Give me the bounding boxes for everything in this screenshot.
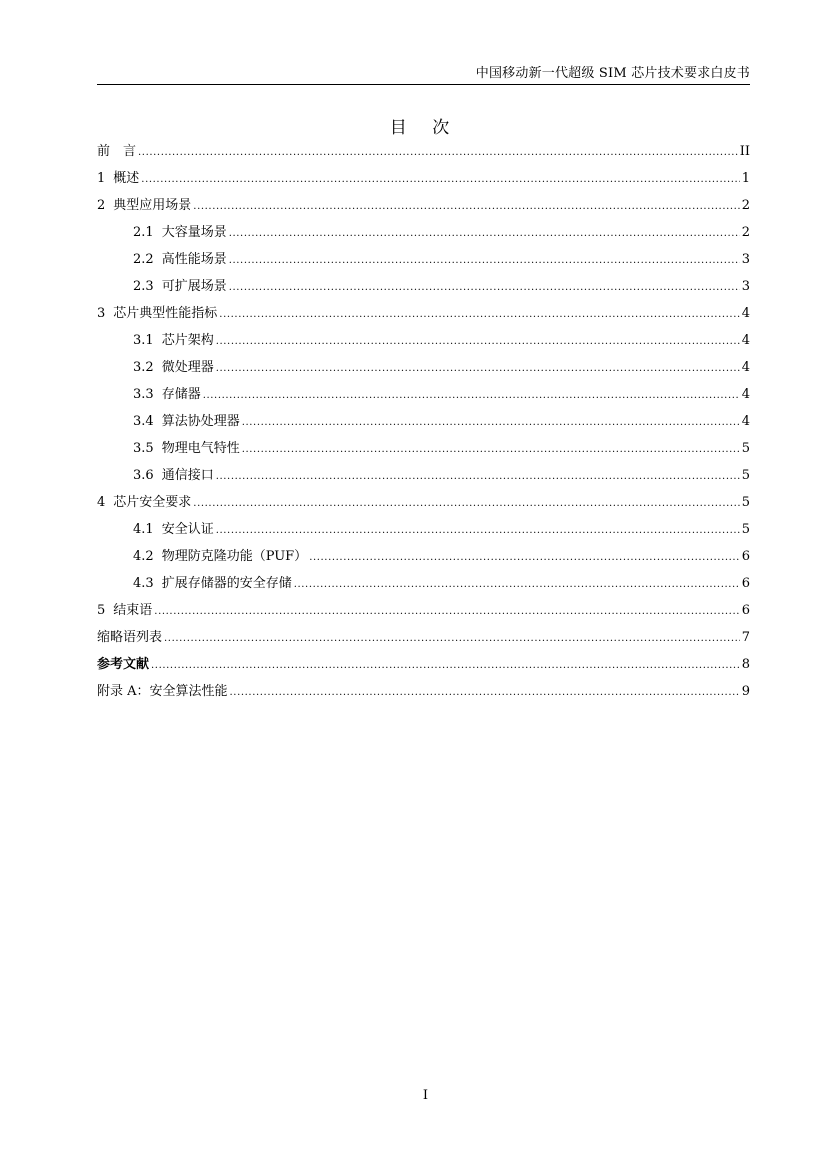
toc-entry[interactable] (97, 138, 750, 165)
toc-entry-label: 算法协处理器 (161, 414, 240, 429)
toc-entry[interactable] (97, 624, 750, 651)
toc-entry-page: 8 (741, 657, 750, 672)
toc-entry-page: 7 (741, 630, 750, 645)
toc-entry[interactable] (97, 273, 750, 300)
toc-entry-label: 大容量场景 (161, 225, 227, 240)
toc-entry-page: 4 (741, 387, 750, 402)
toc-entry-page: 4 (741, 360, 750, 375)
toc-entry-label: 缩略语列表 (97, 630, 163, 645)
toc-entry-page: 1 (741, 171, 750, 186)
toc-entry-number: 3.6 (133, 468, 154, 483)
toc-entry-page: 2 (741, 225, 750, 240)
toc-dot-leader (203, 382, 740, 409)
toc-dot-leader (216, 463, 740, 490)
toc-entry[interactable] (97, 165, 750, 192)
toc-entry-number: 5 (97, 603, 106, 618)
toc-entry[interactable] (97, 678, 750, 705)
toc-entry[interactable] (97, 489, 750, 516)
toc-entry-number: 1 (97, 171, 106, 186)
toc-entry-page: 4 (741, 306, 750, 321)
toc-dot-leader (242, 436, 740, 463)
toc-dot-leader (294, 571, 740, 598)
toc-dot-leader (216, 517, 740, 544)
toc-entry-page: 5 (741, 495, 750, 510)
toc-entry[interactable] (97, 435, 750, 462)
toc-dot-leader (164, 625, 740, 652)
toc-entry[interactable] (97, 192, 750, 219)
toc-entry-number: 4 (97, 495, 106, 510)
toc-entry-number: 3.1 (133, 333, 154, 348)
toc-entry-label: 可扩展场景 (161, 279, 227, 294)
toc-entry-label: 微处理器 (161, 360, 214, 375)
toc-entry-label: 概述 (113, 171, 140, 186)
toc-entry-label: 存储器 (161, 387, 201, 402)
toc-entry-label: 前 言 (97, 144, 137, 159)
toc-entry-number: 4.1 (133, 522, 154, 537)
toc-entry-number: 2.3 (133, 279, 154, 294)
toc-entry[interactable] (97, 462, 750, 489)
toc-dot-leader (151, 652, 740, 679)
toc-dot-leader (230, 679, 740, 706)
toc-entry-number: 3.5 (133, 441, 154, 456)
toc-entry[interactable] (97, 354, 750, 381)
toc-dot-leader (229, 220, 740, 247)
toc-entry-number: 4.2 (133, 549, 154, 564)
toc-entry[interactable] (97, 327, 750, 354)
toc-dot-leader (216, 328, 740, 355)
toc-entry-label: 参考文献 (97, 657, 150, 672)
toc-dot-leader (193, 490, 739, 517)
toc-entry-page: 5 (741, 441, 750, 456)
toc-dot-leader (141, 166, 739, 193)
toc-dot-leader (229, 247, 740, 274)
toc-entry-page: 3 (741, 279, 750, 294)
toc-entry-label: 物理电气特性 (161, 441, 240, 456)
toc-entry[interactable] (97, 246, 750, 273)
toc-entry[interactable] (97, 543, 750, 570)
toc-entry-page: II (739, 144, 750, 159)
toc-entry[interactable] (97, 516, 750, 543)
toc-entry-number: 4.3 (133, 576, 154, 591)
toc-entry-page: 4 (741, 333, 750, 348)
toc-entry-label: 高性能场景 (161, 252, 227, 267)
page-header (97, 60, 750, 85)
toc-entry-label: 附录 A：安全算法性能 (97, 684, 228, 699)
toc-entry-page: 6 (741, 549, 750, 564)
toc-entry-page: 6 (741, 603, 750, 618)
toc-entry-label: 结束语 (113, 603, 153, 618)
toc-entry-label: 典型应用场景 (113, 198, 192, 213)
toc-entry-label: 扩展存储器的安全存储 (161, 576, 292, 591)
toc-entry-number: 2.1 (133, 225, 154, 240)
toc-entry-label: 物理防克隆功能（PUF） (161, 549, 308, 564)
toc-dot-leader (216, 355, 740, 382)
toc-dot-leader (193, 193, 739, 220)
table-of-contents (97, 138, 750, 705)
toc-entry-number: 2.2 (133, 252, 154, 267)
toc-entry-page: 9 (741, 684, 750, 699)
toc-entry[interactable] (97, 381, 750, 408)
toc-entry[interactable] (97, 300, 750, 327)
toc-entry-page: 3 (741, 252, 750, 267)
toc-entry-label: 通信接口 (161, 468, 214, 483)
toc-dot-leader (309, 544, 740, 571)
toc-dot-leader (154, 598, 739, 625)
toc-title: 目 次 (389, 118, 460, 138)
toc-entry-label: 芯片架构 (161, 333, 214, 348)
toc-entry-label: 芯片典型性能指标 (113, 306, 218, 321)
toc-dot-leader (138, 139, 738, 166)
toc-entry-number: 3.2 (133, 360, 154, 375)
toc-entry-number: 3.3 (133, 387, 154, 402)
header-title: 中国移动新一代超级 SIM 芯片技术要求白皮书 (475, 66, 750, 81)
toc-entry-label: 芯片安全要求 (113, 495, 192, 510)
toc-entry-number: 2 (97, 198, 106, 213)
toc-entry-label: 安全认证 (161, 522, 214, 537)
toc-entry[interactable] (97, 651, 750, 678)
toc-entry[interactable] (97, 570, 750, 597)
toc-entry-page: 4 (741, 414, 750, 429)
toc-dot-leader (219, 301, 739, 328)
toc-entry-page: 5 (741, 468, 750, 483)
toc-dot-leader (229, 274, 740, 301)
toc-entry[interactable] (97, 219, 750, 246)
toc-entry-number: 3.4 (133, 414, 154, 429)
toc-entry[interactable] (97, 408, 750, 435)
toc-entry-page: 5 (741, 522, 750, 537)
toc-entry-page: 6 (741, 576, 750, 591)
toc-dot-leader (242, 409, 740, 436)
page-number: I (422, 1088, 429, 1103)
toc-entry-page: 2 (741, 198, 750, 213)
toc-entry[interactable] (97, 597, 750, 624)
toc-entry-number: 3 (97, 306, 106, 321)
